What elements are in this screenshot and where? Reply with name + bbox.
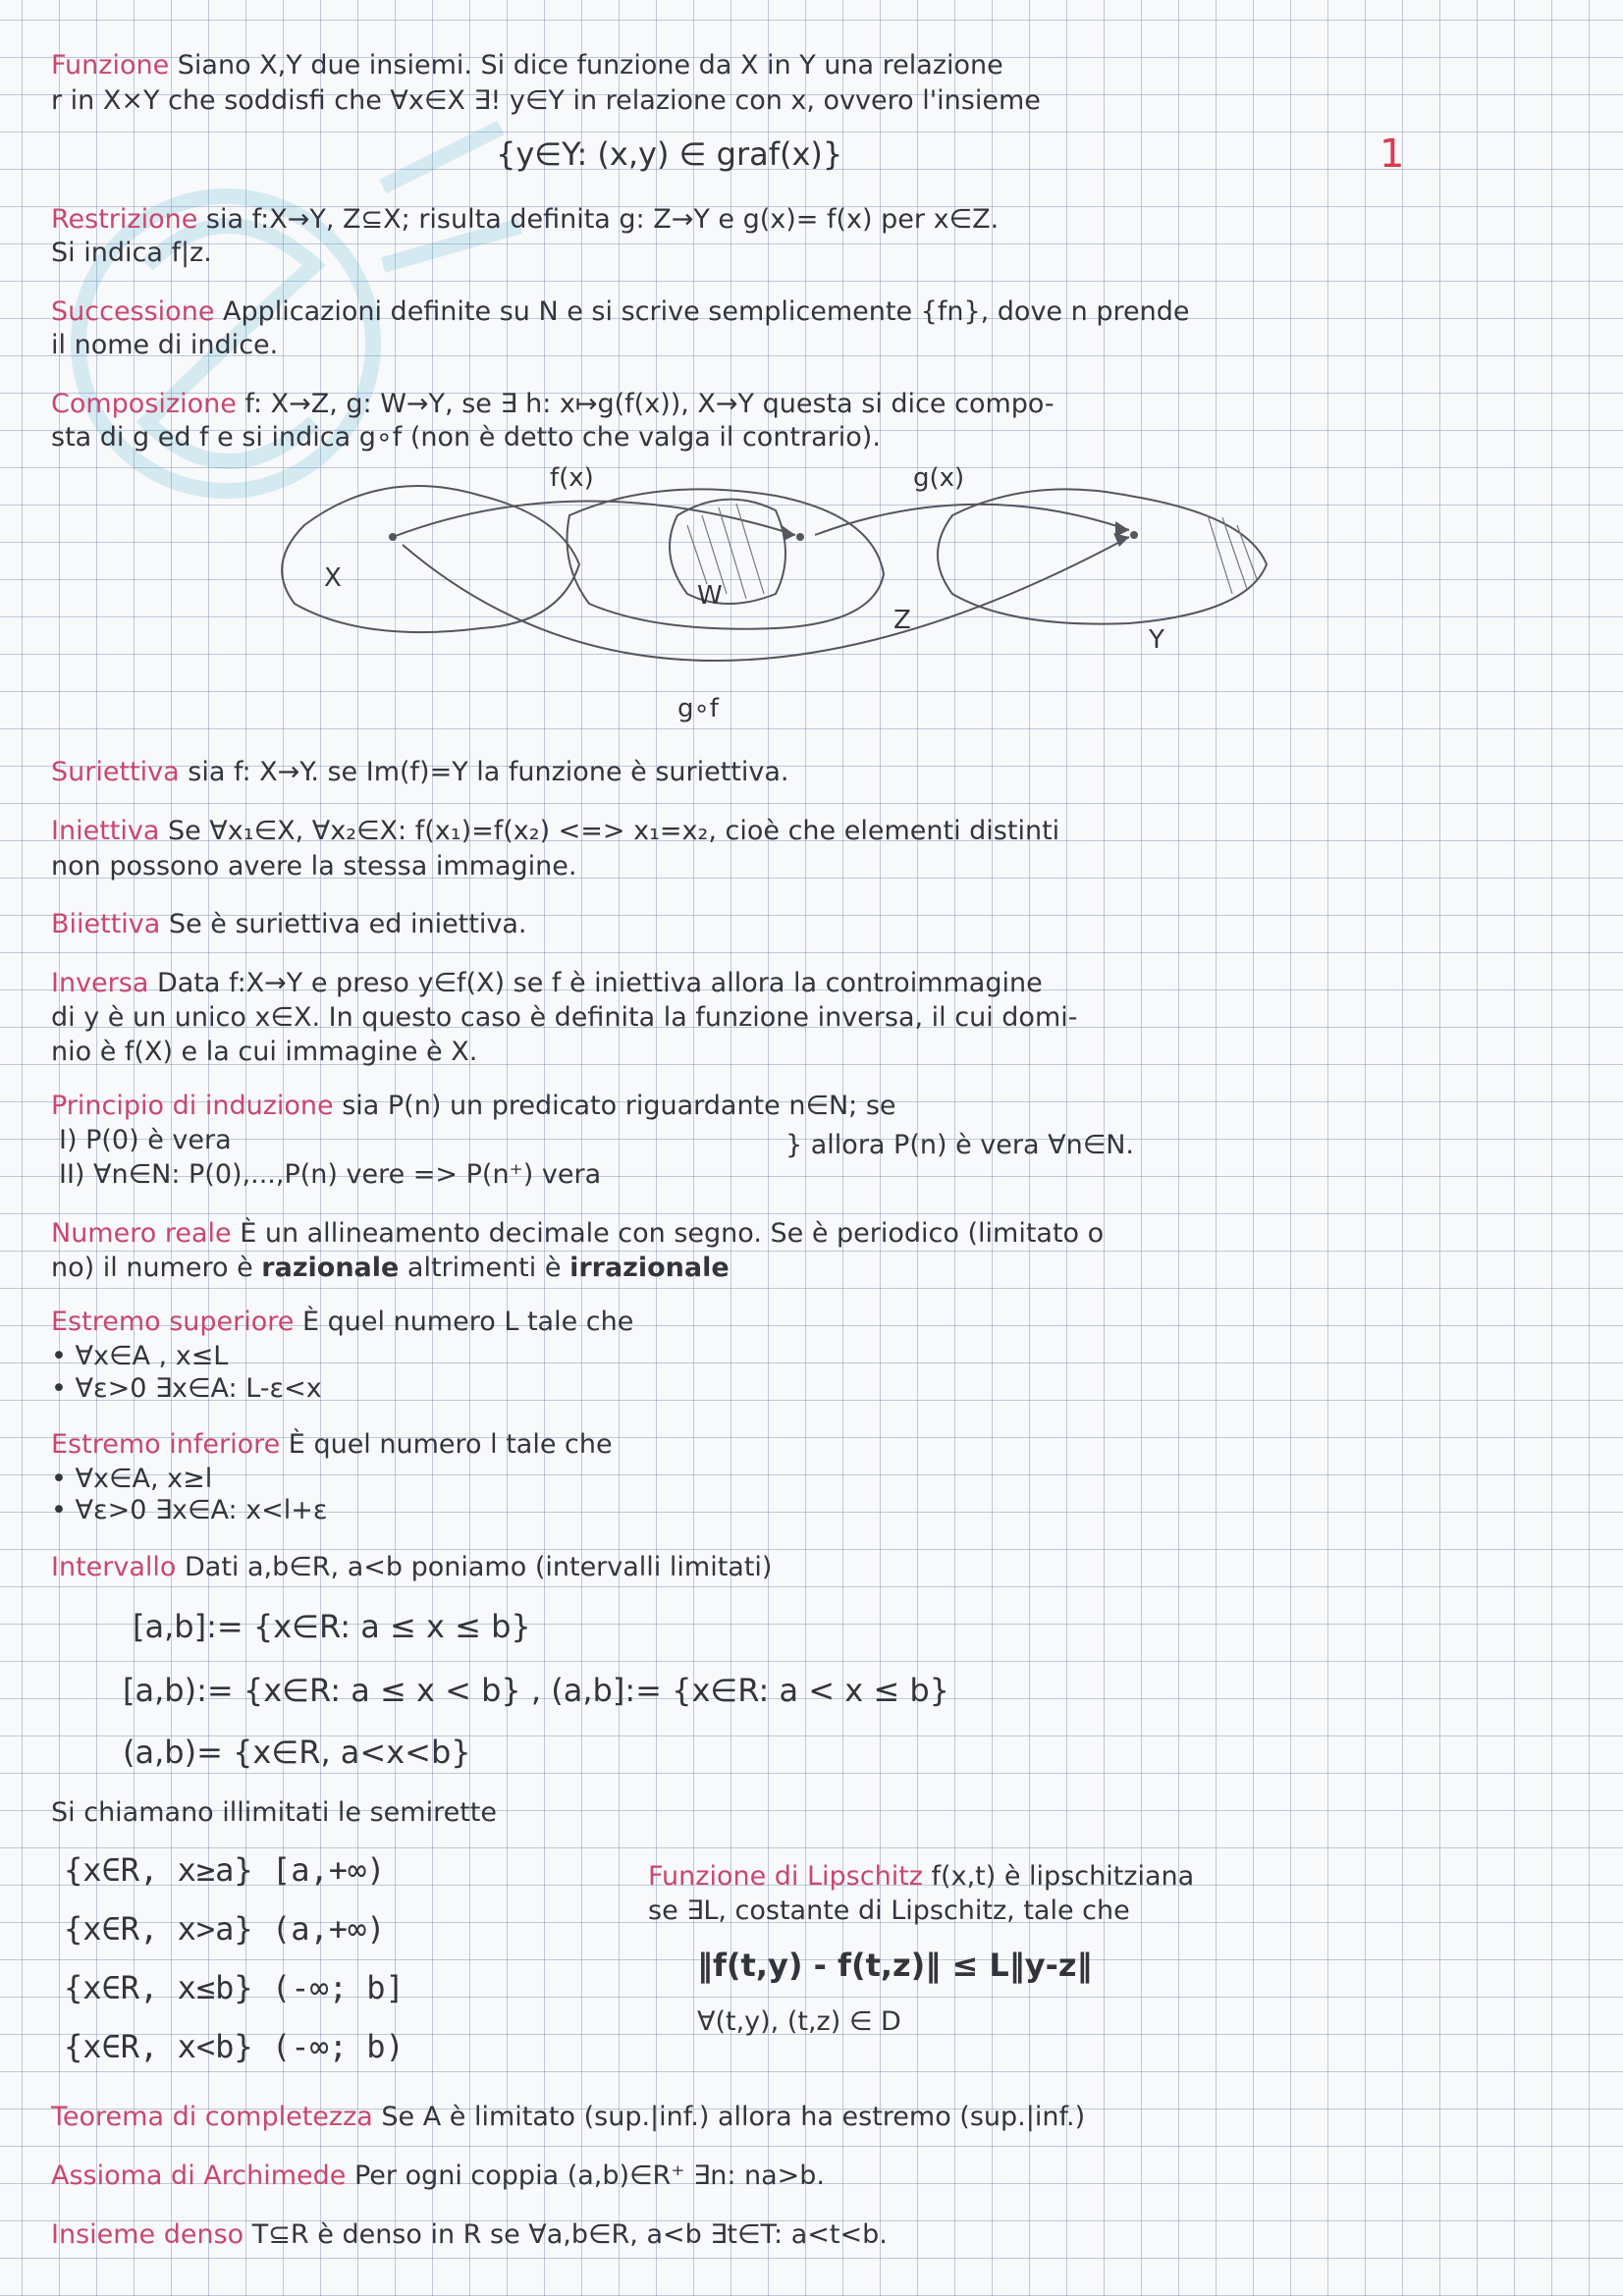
line-text: {x∈R, x≤b} (-∞; b] [64, 1969, 405, 2006]
label-g: g(x) [913, 463, 965, 493]
line-denso [51, 2218, 888, 2252]
line-text: II) ∀n∈N: P(0),...,P(n) vere => P(n⁺) vera [59, 1159, 602, 1190]
line-text: {x∈R, x≥a} [a,+∞) [64, 1851, 386, 1889]
label-z: Z [893, 606, 911, 635]
line-inf-1 [51, 1428, 613, 1462]
set-x-outline [282, 486, 579, 632]
line-intervallo-1 [51, 1551, 772, 1584]
line-reale-1 [51, 1217, 1104, 1251]
line-archimede [51, 2160, 825, 2193]
line-restrizione-1 [51, 203, 999, 237]
section-heading: Intervallo [51, 1552, 177, 1582]
composition-diagram [265, 456, 1306, 751]
line-sup-1 [51, 1306, 633, 1339]
line-text: sia P(n) un predicato riguardante n∈N; se [333, 1091, 896, 1121]
line-text: se ∃L, costante di Lipschitz, tale che [648, 1896, 1130, 1926]
line-text: ∀(t,y), (t,z) ∈ D [697, 2006, 901, 2037]
line-text: } allora P(n) è vera ∀n∈N. [785, 1130, 1134, 1160]
line-text: • ∀ε>0 ∃x∈A: L-ε<x [51, 1373, 322, 1404]
line-funzione-2 [51, 84, 1041, 118]
line-induzione-brace [785, 1129, 1134, 1162]
line-successione-2 [51, 329, 278, 362]
section-heading: Funzione [51, 50, 170, 80]
section-heading: Iniettiva [51, 816, 160, 846]
line-text: È quel numero L tale che [294, 1307, 634, 1337]
section-heading: Successione [51, 296, 215, 327]
line-text: T⊆R è denso in R se ∀a,b∈R, a<b ∃t∈T: a<t<b. [243, 2219, 888, 2250]
line-biiettiva [51, 908, 526, 941]
line-inversa-1 [51, 967, 1043, 1000]
line-text: no) il numero è [51, 1253, 262, 1283]
line-lipschitz-formula [697, 1949, 1093, 1982]
line-lipschitz-2 [648, 1895, 1130, 1928]
line-text: r in X×Y che soddisfi che ∀x∈X ∃! y∈Y in relazione con x, ovvero l'insieme [51, 85, 1041, 116]
line-text: È un allineamento decimale con segno. Se è periodico (limitato o [231, 1218, 1105, 1249]
line-text: sta di g ed f e si indica g∘f (non è detto che valga il contrario). [51, 422, 881, 453]
line-text: I) P(0) è vera [59, 1125, 232, 1155]
label-w: W [697, 581, 723, 611]
line-successione-1 [51, 295, 1189, 329]
line-funzione-formula [496, 137, 842, 171]
line-text: Se è suriettiva ed iniettiva. [160, 909, 527, 939]
line-semiretta-1 [64, 1853, 386, 1887]
section-heading: Inversa [51, 968, 149, 998]
line-inf-2 [51, 1463, 212, 1496]
line-sup-3 [51, 1372, 322, 1406]
set-w-outline [670, 500, 785, 604]
line-iniettiva-2 [51, 850, 576, 883]
section-heading: Teorema di completezza [51, 2102, 373, 2132]
line-text: ‖f(t,y) - f(t,z)‖ ≤ L‖y-z‖ [697, 1947, 1093, 1984]
line-lipschitz-1 [648, 1860, 1194, 1894]
bold-term: irrazionale [569, 1253, 730, 1283]
line-intervallo-halfopen [123, 1674, 949, 1707]
section-heading: Composizione [51, 389, 237, 419]
label-y: Y [1149, 625, 1164, 655]
line-text: f: X→Z, g: W→Y, se ∃ h: x↦g(f(x)), X→Y questa si dice compo- [236, 389, 1055, 419]
page-number: 1 [1380, 132, 1405, 177]
line-induzione-2 [59, 1124, 232, 1157]
line-text: • ∀ε>0 ∃x∈A: x<l+ε [51, 1495, 328, 1525]
line-text: Per ogni coppia (a,b)∈R⁺ ∃n: na>b. [346, 2161, 825, 2191]
line-inf-3 [51, 1494, 328, 1527]
line-text: • ∀x∈A, x≥l [51, 1464, 213, 1494]
line-text: nio è f(X) e la cui immagine è X. [51, 1037, 478, 1067]
line-text: di y è un unico x∈X. In questo caso è definita la funzione inversa, il cui domi- [51, 1002, 1078, 1033]
line-text: [a,b):= {x∈R: a ≤ x < b} , (a,b]:= {x∈R: a < x ≤ b} [123, 1672, 949, 1709]
line-text: il nome di indice. [51, 330, 279, 360]
label-x: X [324, 563, 342, 593]
line-semiretta-2 [64, 1912, 386, 1946]
line-reale-2 [51, 1252, 730, 1285]
line-text: {x∈R, x>a} (a,+∞) [64, 1910, 386, 1948]
line-funzione-1 [51, 49, 1003, 82]
line-text: Si chiamano illimitati le semirette [51, 1797, 497, 1828]
label-f: f(x) [550, 463, 594, 493]
line-intervallo-open [123, 1735, 471, 1769]
line-iniettiva-1 [51, 815, 1059, 848]
line-text: • ∀x∈A , x≤L [51, 1341, 229, 1371]
line-text: Se A è limitato (sup.|inf.) allora ha estremo (sup.|inf.) [372, 2102, 1086, 2132]
line-text: Data f:X→Y e preso y∈f(X) se f è iniettiva allora la controimmagine [148, 968, 1043, 998]
section-heading: Suriettiva [51, 757, 180, 787]
line-composizione-2 [51, 421, 881, 454]
line-lipschitz-domain [697, 2005, 901, 2039]
line-semiretta-3 [64, 1971, 405, 2004]
line-text: sia f:X→Y, Z⊆X; risulta definita g: Z→Y e g(x)= f(x) per x∈Z. [197, 204, 1000, 235]
line-composizione-1 [51, 388, 1055, 421]
section-heading: Funzione di Lipschitz [648, 1861, 923, 1892]
line-intervallo-closed [133, 1610, 531, 1643]
line-text: sia f: X→Y. se Im(f)=Y la funzione è suriettiva. [179, 757, 789, 787]
line-inversa-2 [51, 1001, 1078, 1035]
line-text: Applicazioni definite su N e si scrive semplicemente {fn}, dove n prende [214, 296, 1190, 327]
section-heading: Insieme denso [51, 2219, 244, 2250]
line-sup-2 [51, 1340, 228, 1373]
line-text: Dati a,b∈R, a<b poniamo (intervalli limitati) [176, 1552, 773, 1582]
line-restrizione-2 [51, 237, 212, 270]
arrow-gof [403, 537, 1129, 661]
label-gof: g∘f [677, 694, 719, 723]
section-heading: Estremo inferiore [51, 1429, 281, 1460]
line-text: Se ∀x₁∈X, ∀x₂∈X: f(x₁)=f(x₂) <=> x₁=x₂, cioè che elementi distinti [159, 816, 1060, 846]
line-text: {y∈Y: (x,y) ∈ graf(x)} [496, 135, 843, 173]
line-induzione-1 [51, 1090, 896, 1123]
line-text: [a,b]:= {x∈R: a ≤ x ≤ b} [133, 1608, 531, 1645]
section-heading: Principio di induzione [51, 1091, 334, 1121]
line-completezza [51, 2101, 1085, 2134]
line-text: f(x,t) è lipschitziana [922, 1861, 1195, 1892]
set-z-outline [568, 489, 885, 628]
line-induzione-3 [59, 1158, 601, 1192]
section-heading: Biiettiva [51, 909, 161, 939]
section-heading: Estremo superiore [51, 1307, 295, 1337]
line-text: Si indica f|z. [51, 238, 212, 268]
line-text: (a,b)= {x∈R, a<x<b} [123, 1734, 471, 1771]
line-suriettiva [51, 756, 789, 789]
section-heading: Numero reale [51, 1218, 232, 1249]
bold-term: razionale [261, 1253, 400, 1283]
section-heading: Assioma di Archimede [51, 2161, 347, 2191]
section-heading: Restrizione [51, 204, 198, 235]
line-inversa-3 [51, 1036, 477, 1069]
line-text: Siano X,Y due insiemi. Si dice funzione da X in Y una relazione [169, 50, 1003, 80]
line-text: altrimenti è [399, 1253, 570, 1283]
line-text: {x∈R, x<b} (-∞; b) [64, 2028, 405, 2065]
line-text: non possono avere la stessa immagine. [51, 851, 577, 881]
arrow-g [815, 505, 1129, 535]
line-text: È quel numero l tale che [280, 1429, 613, 1460]
line-semirette [51, 1796, 497, 1830]
line-semiretta-4 [64, 2030, 405, 2063]
